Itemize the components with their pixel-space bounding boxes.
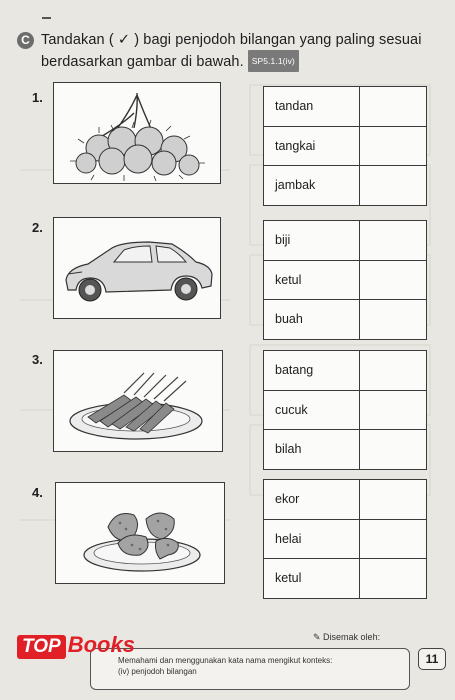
tick-box[interactable]: [360, 221, 426, 260]
question-1-picture: [53, 82, 221, 184]
option-word: ketul: [264, 559, 360, 598]
option-row: [264, 559, 426, 598]
option-word: batang: [264, 351, 360, 390]
tick-box[interactable]: [360, 87, 426, 126]
tick-box[interactable]: [360, 391, 426, 430]
option-word: biji: [264, 221, 360, 260]
question-4-options: [263, 479, 427, 599]
option-word: ketul: [264, 261, 360, 300]
instruction-line-2: [41, 50, 451, 72]
satay-plate-illustration: [54, 351, 222, 451]
checked-by-text: Disemak oleh:: [323, 632, 381, 642]
question-number-3: 3.: [32, 352, 43, 367]
instruction-line-1: Tandakan ( ✓ ) bagi penjodoh bilangan yang paling sesuai: [41, 32, 422, 48]
option-word: cucuk: [264, 391, 360, 430]
logo-top-text: TOP: [17, 635, 66, 659]
tick-box[interactable]: [360, 127, 426, 166]
fried-chicken-plate-illustration: [56, 483, 224, 583]
question-2-options: [263, 220, 427, 340]
tick-box[interactable]: [360, 430, 426, 469]
tick-box[interactable]: [360, 520, 426, 559]
option-row: [264, 430, 426, 469]
question-number-4: 4.: [32, 485, 43, 500]
learning-objective-text: [118, 655, 398, 677]
question-1-options: [263, 86, 427, 206]
tick-box[interactable]: [360, 166, 426, 205]
option-word: tandan: [264, 87, 360, 126]
standard-code-badge: SP5.1.1(iv): [248, 50, 299, 72]
question-3-picture: [53, 350, 223, 452]
instruction-text: [41, 30, 451, 72]
instruction-line-2-text: berdasarkan gambar di bawah.: [41, 54, 244, 70]
option-word: buah: [264, 300, 360, 339]
option-row: [264, 391, 426, 431]
tick-box[interactable]: [360, 300, 426, 339]
car-illustration: [54, 218, 220, 318]
option-row: [264, 300, 426, 339]
topbooks-logo: [17, 632, 135, 659]
tick-box[interactable]: [360, 559, 426, 598]
question-number-2: 2.: [32, 220, 43, 235]
option-word: helai: [264, 520, 360, 559]
option-row: [264, 127, 426, 167]
option-word: bilah: [264, 430, 360, 469]
objective-line-2: (iv) penjodoh bilangan: [118, 667, 197, 676]
section-badge: C: [17, 32, 34, 49]
logo-books-text: Books: [67, 632, 135, 657]
question-3-options: [263, 350, 427, 470]
option-row: [264, 480, 426, 520]
pencil-icon: ✎: [313, 632, 324, 642]
option-row: [264, 351, 426, 391]
top-dash-mark: [42, 17, 51, 19]
objective-line-1: Memahami dan menggunakan kata nama mengikut konteks:: [118, 656, 333, 665]
page-number: 11: [418, 648, 446, 670]
tick-box[interactable]: [360, 351, 426, 390]
option-row: [264, 520, 426, 560]
rambutan-bunch-illustration: [54, 83, 220, 183]
option-row: [264, 261, 426, 301]
option-word: jambak: [264, 166, 360, 205]
tick-box[interactable]: [360, 261, 426, 300]
tick-box[interactable]: [360, 480, 426, 519]
option-word: ekor: [264, 480, 360, 519]
question-4-picture: [55, 482, 225, 584]
question-2-picture: [53, 217, 221, 319]
option-row: [264, 221, 426, 261]
option-row: [264, 166, 426, 205]
option-row: [264, 87, 426, 127]
question-number-1: 1.: [32, 90, 43, 105]
option-word: tangkai: [264, 127, 360, 166]
